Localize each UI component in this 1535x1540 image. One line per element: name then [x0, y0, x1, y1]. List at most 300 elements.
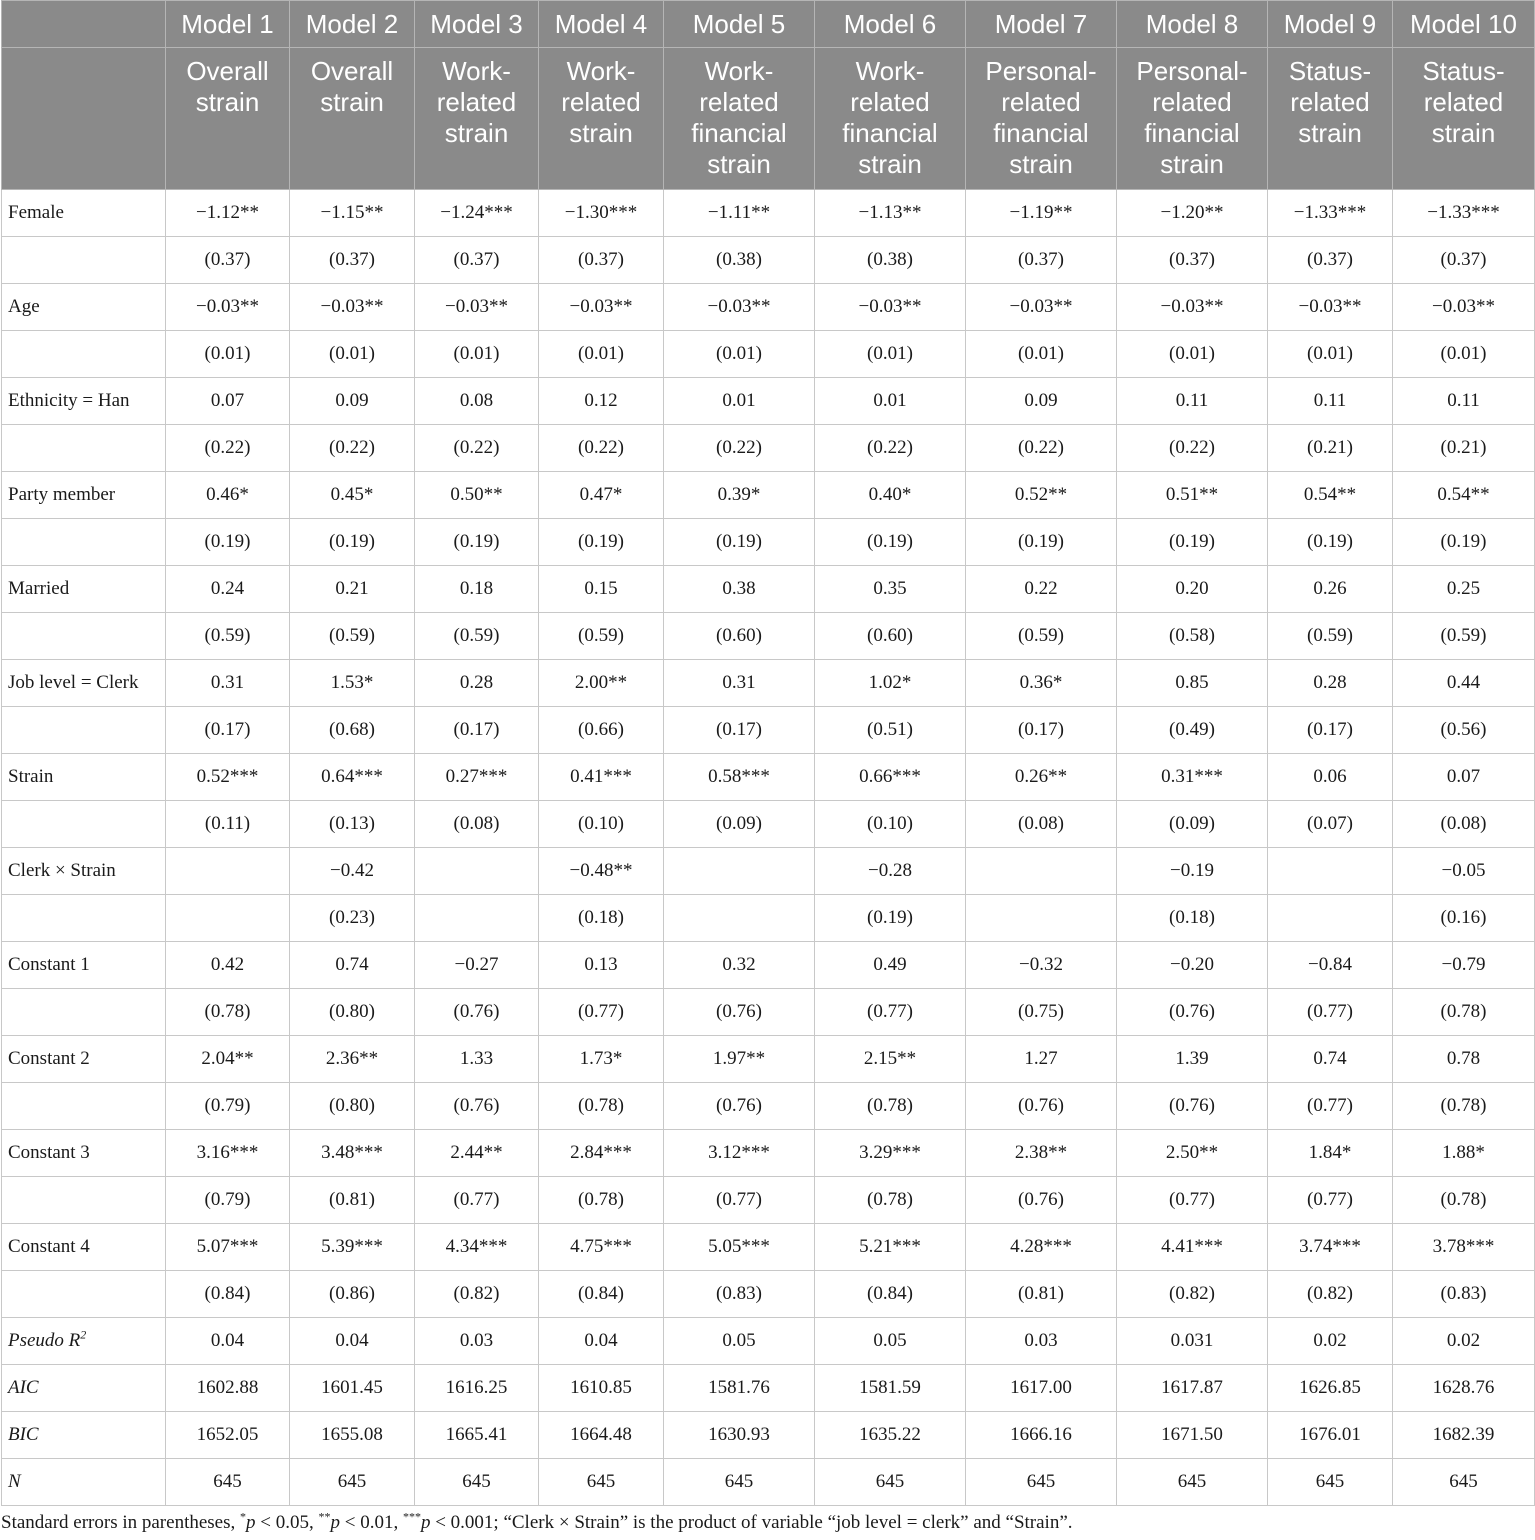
table-cell: (0.59)	[415, 613, 539, 660]
table-cell: 645	[166, 1459, 290, 1506]
table-cell: 0.50**	[415, 472, 539, 519]
row-label: Constant 1	[2, 942, 166, 989]
table-cell: (0.84)	[815, 1271, 966, 1318]
table-cell: 645	[290, 1459, 415, 1506]
table-cell: (0.17)	[166, 707, 290, 754]
table-cell: (0.37)	[1393, 237, 1535, 284]
table-cell: 2.00**	[539, 660, 664, 707]
row-label-text: N	[8, 1471, 21, 1492]
table-cell: 0.66***	[815, 754, 966, 801]
std-error-row	[2, 1083, 1535, 1130]
table-cell: 0.78	[1393, 1036, 1535, 1083]
table-cell: 0.05	[664, 1318, 815, 1365]
table-cell: (0.01)	[290, 331, 415, 378]
dependent-variable-header	[664, 48, 815, 190]
table-cell: 0.07	[1393, 754, 1535, 801]
table-cell: (0.49)	[1117, 707, 1268, 754]
table-cell: (0.56)	[1393, 707, 1535, 754]
table-cell: (0.01)	[539, 331, 664, 378]
table-cell: −1.33***	[1268, 190, 1393, 237]
dependent-variable-line: strain	[707, 149, 771, 179]
table-cell: (0.19)	[1117, 519, 1268, 566]
table-cell: 5.05***	[664, 1224, 815, 1271]
row-label	[2, 519, 166, 566]
dependent-variable-line: related	[436, 87, 517, 117]
model-header: Model 6	[815, 1, 966, 48]
row-label	[2, 237, 166, 284]
std-error-row	[2, 1177, 1535, 1224]
table-cell: 0.47*	[539, 472, 664, 519]
table-cell: 645	[1117, 1459, 1268, 1506]
table-cell: (0.19)	[290, 519, 415, 566]
table-cell: 0.49	[815, 942, 966, 989]
coefficient-row	[2, 848, 1535, 895]
model-header: Model 3	[415, 1, 539, 48]
table-cell: (0.38)	[664, 237, 815, 284]
dependent-variable-line: strain	[195, 87, 260, 117]
table-cell: 0.04	[290, 1318, 415, 1365]
table-cell: 0.51**	[1117, 472, 1268, 519]
table-cell	[1268, 848, 1393, 895]
table-cell: (0.01)	[815, 331, 966, 378]
table-cell: 0.09	[290, 378, 415, 425]
table-cell: (0.10)	[539, 801, 664, 848]
table-cell: (0.78)	[1393, 1083, 1535, 1130]
table-cell: 0.07	[166, 378, 290, 425]
table-cell: 0.15	[539, 566, 664, 613]
table-cell: (0.78)	[539, 1177, 664, 1224]
table-cell: (0.37)	[966, 237, 1117, 284]
table-cell: (0.22)	[1117, 425, 1268, 472]
table-cell: −0.03**	[1393, 284, 1535, 331]
table-cell: 0.31	[166, 660, 290, 707]
table-cell: 1676.01	[1268, 1412, 1393, 1459]
table-cell: −0.20	[1117, 942, 1268, 989]
dependent-variable-line: Status-	[1288, 56, 1372, 86]
table-cell: 0.54**	[1268, 472, 1393, 519]
coefficient-row	[2, 566, 1535, 613]
row-label	[2, 425, 166, 472]
table-cell: 3.78***	[1393, 1224, 1535, 1271]
table-cell: (0.76)	[664, 989, 815, 1036]
table-cell	[1268, 895, 1393, 942]
table-cell: −1.13**	[815, 190, 966, 237]
row-label	[2, 895, 166, 942]
table-cell: (0.09)	[664, 801, 815, 848]
std-error-row	[2, 1271, 1535, 1318]
fit-statistic-row	[2, 1459, 1535, 1506]
table-cell: −0.32	[966, 942, 1117, 989]
table-cell: (0.59)	[539, 613, 664, 660]
table-cell: (0.76)	[415, 989, 539, 1036]
table-cell: 0.42	[166, 942, 290, 989]
table-cell: 1655.08	[290, 1412, 415, 1459]
table-cell: 0.28	[1268, 660, 1393, 707]
dependent-variable-line: strain	[1298, 118, 1362, 148]
table-cell: 0.08	[415, 378, 539, 425]
fit-statistic-row	[2, 1365, 1535, 1412]
table-cell: (0.59)	[1393, 613, 1535, 660]
dependent-variable-line: related	[1290, 87, 1370, 117]
table-cell: (0.59)	[1268, 613, 1393, 660]
model-header: Model 4	[539, 1, 664, 48]
table-cell: −0.19	[1117, 848, 1268, 895]
table-cell: (0.22)	[815, 425, 966, 472]
table-cell: 645	[664, 1459, 815, 1506]
table-cell: 0.04	[166, 1318, 290, 1365]
std-error-row	[2, 707, 1535, 754]
row-label: Married	[2, 566, 166, 613]
dependent-variable-line: related	[1001, 87, 1081, 117]
std-error-row	[2, 613, 1535, 660]
table-cell: (0.38)	[815, 237, 966, 284]
row-label-text: AIC	[8, 1377, 39, 1398]
table-cell: 0.58***	[664, 754, 815, 801]
table-cell: 0.01	[664, 378, 815, 425]
table-cell: −0.05	[1393, 848, 1535, 895]
dependent-variable-row	[2, 48, 1535, 190]
table-cell: (0.68)	[290, 707, 415, 754]
dependent-variable-header	[966, 48, 1117, 190]
dependent-variable-header	[1268, 48, 1393, 190]
table-cell	[664, 848, 815, 895]
table-cell: 0.11	[1117, 378, 1268, 425]
table-cell: (0.19)	[1393, 519, 1535, 566]
table-cell: (0.66)	[539, 707, 664, 754]
table-cell: 0.04	[539, 1318, 664, 1365]
model-header: Model 2	[290, 1, 415, 48]
table-cell: 3.16***	[166, 1130, 290, 1177]
table-cell: 0.02	[1268, 1318, 1393, 1365]
table-cell: 0.32	[664, 942, 815, 989]
table-cell: 1626.85	[1268, 1365, 1393, 1412]
table-cell: (0.78)	[815, 1083, 966, 1130]
table-cell: 3.48***	[290, 1130, 415, 1177]
coefficient-row	[2, 1036, 1535, 1083]
table-cell: (0.77)	[539, 989, 664, 1036]
table-body	[2, 190, 1535, 1506]
table-cell: 645	[1393, 1459, 1535, 1506]
dependent-variable-line: strain	[858, 149, 922, 179]
dependent-variable-header	[1393, 48, 1535, 190]
table-cell: 0.02	[1393, 1318, 1535, 1365]
table-cell: (0.83)	[1393, 1271, 1535, 1318]
std-error-row	[2, 895, 1535, 942]
std-error-row	[2, 989, 1535, 1036]
table-cell: 1581.76	[664, 1365, 815, 1412]
table-cell: (0.11)	[166, 801, 290, 848]
table-cell: 1610.85	[539, 1365, 664, 1412]
row-label: Constant 2	[2, 1036, 166, 1083]
dependent-variable-line: strain	[569, 118, 633, 148]
table-cell: 0.31	[664, 660, 815, 707]
table-cell: 0.52**	[966, 472, 1117, 519]
table-cell: 0.64***	[290, 754, 415, 801]
table-cell: (0.17)	[415, 707, 539, 754]
table-cell: 1671.50	[1117, 1412, 1268, 1459]
std-error-row	[2, 519, 1535, 566]
table-header	[2, 1, 1535, 190]
table-cell: 0.21	[290, 566, 415, 613]
table-cell: 0.27***	[415, 754, 539, 801]
model-header: Model 8	[1117, 1, 1268, 48]
table-cell: (0.83)	[664, 1271, 815, 1318]
table-cell: (0.01)	[664, 331, 815, 378]
table-cell: 3.74***	[1268, 1224, 1393, 1271]
row-label: Party member	[2, 472, 166, 519]
table-cell: −1.24***	[415, 190, 539, 237]
row-label	[2, 1365, 166, 1412]
table-cell: 0.74	[1268, 1036, 1393, 1083]
dependent-variable-line: strain	[320, 87, 384, 117]
std-error-row	[2, 425, 1535, 472]
dependent-variable-line: financial	[691, 118, 787, 148]
coefficient-row	[2, 378, 1535, 425]
row-label: Clerk × Strain	[2, 848, 166, 895]
dependent-variable-line: Personal-	[1136, 56, 1248, 86]
coefficient-row	[2, 284, 1535, 331]
table-cell: 0.40*	[815, 472, 966, 519]
table-cell: 4.75***	[539, 1224, 664, 1271]
row-label: Strain	[2, 754, 166, 801]
table-cell: 1682.39	[1393, 1412, 1535, 1459]
table-cell: (0.77)	[1268, 1177, 1393, 1224]
table-cell: 0.03	[966, 1318, 1117, 1365]
dependent-variable-line: Work-	[566, 56, 636, 86]
dependent-variable-line: Overall	[310, 56, 394, 86]
row-label	[2, 989, 166, 1036]
table-cell: (0.81)	[290, 1177, 415, 1224]
row-label	[2, 1177, 166, 1224]
table-cell: 4.28***	[966, 1224, 1117, 1271]
model-header: Model 10	[1393, 1, 1535, 48]
table-cell: −1.15**	[290, 190, 415, 237]
fit-statistic-row	[2, 1318, 1535, 1365]
table-cell: 1601.45	[290, 1365, 415, 1412]
table-cell: 0.05	[815, 1318, 966, 1365]
coefficient-row	[2, 754, 1535, 801]
table-cell: (0.79)	[166, 1177, 290, 1224]
table-cell: (0.80)	[290, 989, 415, 1036]
table-cell: (0.37)	[1117, 237, 1268, 284]
table-cell: (0.09)	[1117, 801, 1268, 848]
table-cell: −1.12**	[166, 190, 290, 237]
row-label: Female	[2, 190, 166, 237]
table-cell: 0.25	[1393, 566, 1535, 613]
table-cell: (0.19)	[815, 895, 966, 942]
table-cell: (0.60)	[664, 613, 815, 660]
table-cell: 3.29***	[815, 1130, 966, 1177]
dependent-variable-line: related	[1423, 87, 1504, 117]
row-label-text: BIC	[8, 1424, 39, 1445]
row-label: Constant 3	[2, 1130, 166, 1177]
dependent-variable-line: financial	[842, 118, 938, 148]
table-cell: 1666.16	[966, 1412, 1117, 1459]
table-cell: (0.22)	[664, 425, 815, 472]
table-cell: (0.84)	[166, 1271, 290, 1318]
table-cell: 1.97**	[664, 1036, 815, 1083]
table-cell: 2.84***	[539, 1130, 664, 1177]
table-cell: 0.74	[290, 942, 415, 989]
table-cell: −0.03**	[1117, 284, 1268, 331]
table-cell: −1.30***	[539, 190, 664, 237]
table-cell: (0.37)	[290, 237, 415, 284]
table-cell: −0.42	[290, 848, 415, 895]
regression-table	[1, 0, 1535, 1506]
table-cell: 0.39*	[664, 472, 815, 519]
table-cell: (0.76)	[966, 1177, 1117, 1224]
dependent-variable-line: strain	[1160, 149, 1224, 179]
table-cell: (0.19)	[1268, 519, 1393, 566]
table-cell: 1635.22	[815, 1412, 966, 1459]
table-cell: 0.41***	[539, 754, 664, 801]
table-cell: 0.031	[1117, 1318, 1268, 1365]
table-cell: (0.19)	[966, 519, 1117, 566]
table-cell: (0.07)	[1268, 801, 1393, 848]
row-label	[2, 1412, 166, 1459]
table-cell: 1.39	[1117, 1036, 1268, 1083]
table-cell: (0.01)	[1393, 331, 1535, 378]
table-cell: (0.19)	[664, 519, 815, 566]
model-header: Model 5	[664, 1, 815, 48]
table-cell: 1.73*	[539, 1036, 664, 1083]
table-cell: −1.11**	[664, 190, 815, 237]
table-cell: (0.77)	[415, 1177, 539, 1224]
dependent-variable-line: related	[1152, 87, 1232, 117]
table-cell: (0.01)	[1117, 331, 1268, 378]
table-cell: (0.22)	[415, 425, 539, 472]
table-cell: (0.81)	[966, 1271, 1117, 1318]
table-cell: 0.44	[1393, 660, 1535, 707]
table-cell: (0.80)	[290, 1083, 415, 1130]
table-cell: 5.21***	[815, 1224, 966, 1271]
table-cell: 0.22	[966, 566, 1117, 613]
dependent-variable-header	[290, 48, 415, 190]
table-cell: (0.78)	[815, 1177, 966, 1224]
dependent-variable-line: strain	[1431, 118, 1496, 148]
table-cell: 0.38	[664, 566, 815, 613]
table-cell: −0.28	[815, 848, 966, 895]
table-cell: (0.78)	[1393, 1177, 1535, 1224]
row-label: Age	[2, 284, 166, 331]
table-cell: (0.78)	[166, 989, 290, 1036]
table-cell: (0.77)	[815, 989, 966, 1036]
table-cell: (0.18)	[539, 895, 664, 942]
table-cell	[966, 895, 1117, 942]
table-cell: (0.08)	[966, 801, 1117, 848]
corner-cell	[2, 1, 166, 48]
dependent-variable-header	[815, 48, 966, 190]
table-cell: (0.86)	[290, 1271, 415, 1318]
dependent-variable-line: related	[850, 87, 930, 117]
row-label: Job level = Clerk	[2, 660, 166, 707]
model-header: Model 7	[966, 1, 1117, 48]
table-cell: 0.45*	[290, 472, 415, 519]
table-cell: 0.52***	[166, 754, 290, 801]
table-cell: −0.03**	[290, 284, 415, 331]
dependent-variable-line: Overall	[186, 56, 269, 86]
table-cell: 2.50**	[1117, 1130, 1268, 1177]
table-cell: −1.20**	[1117, 190, 1268, 237]
table-cell: 645	[415, 1459, 539, 1506]
table-cell: 5.07***	[166, 1224, 290, 1271]
table-cell	[415, 895, 539, 942]
table-cell	[166, 848, 290, 895]
table-cell	[166, 895, 290, 942]
model-header: Model 9	[1268, 1, 1393, 48]
row-label	[2, 1459, 166, 1506]
table-cell: (0.18)	[1117, 895, 1268, 942]
table-cell: 1.53*	[290, 660, 415, 707]
table-cell: (0.22)	[290, 425, 415, 472]
row-label	[2, 1083, 166, 1130]
table-cell: (0.77)	[1268, 989, 1393, 1036]
table-cell: 0.18	[415, 566, 539, 613]
table-cell: (0.59)	[966, 613, 1117, 660]
table-cell: (0.01)	[415, 331, 539, 378]
dependent-variable-header	[539, 48, 664, 190]
superscript: 2	[80, 1327, 87, 1342]
table-cell: (0.01)	[1268, 331, 1393, 378]
table-cell: 0.35	[815, 566, 966, 613]
row-label	[2, 613, 166, 660]
table-cell	[664, 895, 815, 942]
table-cell: (0.82)	[1117, 1271, 1268, 1318]
table-cell: (0.23)	[290, 895, 415, 942]
table-cell: 0.09	[966, 378, 1117, 425]
std-error-row	[2, 237, 1535, 284]
table-cell: 0.26	[1268, 566, 1393, 613]
table-cell: (0.17)	[664, 707, 815, 754]
table-cell	[966, 848, 1117, 895]
table-cell: (0.77)	[1117, 1177, 1268, 1224]
table-cell: (0.19)	[539, 519, 664, 566]
coefficient-row	[2, 472, 1535, 519]
table-cell: (0.75)	[966, 989, 1117, 1036]
table-cell: 1617.00	[966, 1365, 1117, 1412]
row-label	[2, 1271, 166, 1318]
table-cell: 1665.41	[415, 1412, 539, 1459]
table-cell: (0.37)	[539, 237, 664, 284]
table-cell: 1.27	[966, 1036, 1117, 1083]
table-cell: 645	[815, 1459, 966, 1506]
model-header: Model 1	[166, 1, 290, 48]
table-cell: 1602.88	[166, 1365, 290, 1412]
table-cell: 0.36*	[966, 660, 1117, 707]
table-cell: (0.22)	[539, 425, 664, 472]
table-cell: 0.01	[815, 378, 966, 425]
table-cell: 0.46*	[166, 472, 290, 519]
fit-statistic-row	[2, 1412, 1535, 1459]
table-cell: 1.33	[415, 1036, 539, 1083]
table-cell: −0.27	[415, 942, 539, 989]
coefficient-row	[2, 942, 1535, 989]
table-cell: (0.78)	[539, 1083, 664, 1130]
row-label: Ethnicity = Han	[2, 378, 166, 425]
table-cell: (0.76)	[966, 1083, 1117, 1130]
table-cell: (0.37)	[415, 237, 539, 284]
row-label	[2, 801, 166, 848]
table-cell: 1652.05	[166, 1412, 290, 1459]
table-cell: (0.21)	[1268, 425, 1393, 472]
table-cell: (0.76)	[1117, 1083, 1268, 1130]
dependent-variable-header	[166, 48, 290, 190]
table-cell: (0.82)	[415, 1271, 539, 1318]
table-cell: 2.36**	[290, 1036, 415, 1083]
dependent-variable-line: Work-	[855, 56, 925, 86]
table-cell: (0.21)	[1393, 425, 1535, 472]
table-cell: (0.82)	[1268, 1271, 1393, 1318]
